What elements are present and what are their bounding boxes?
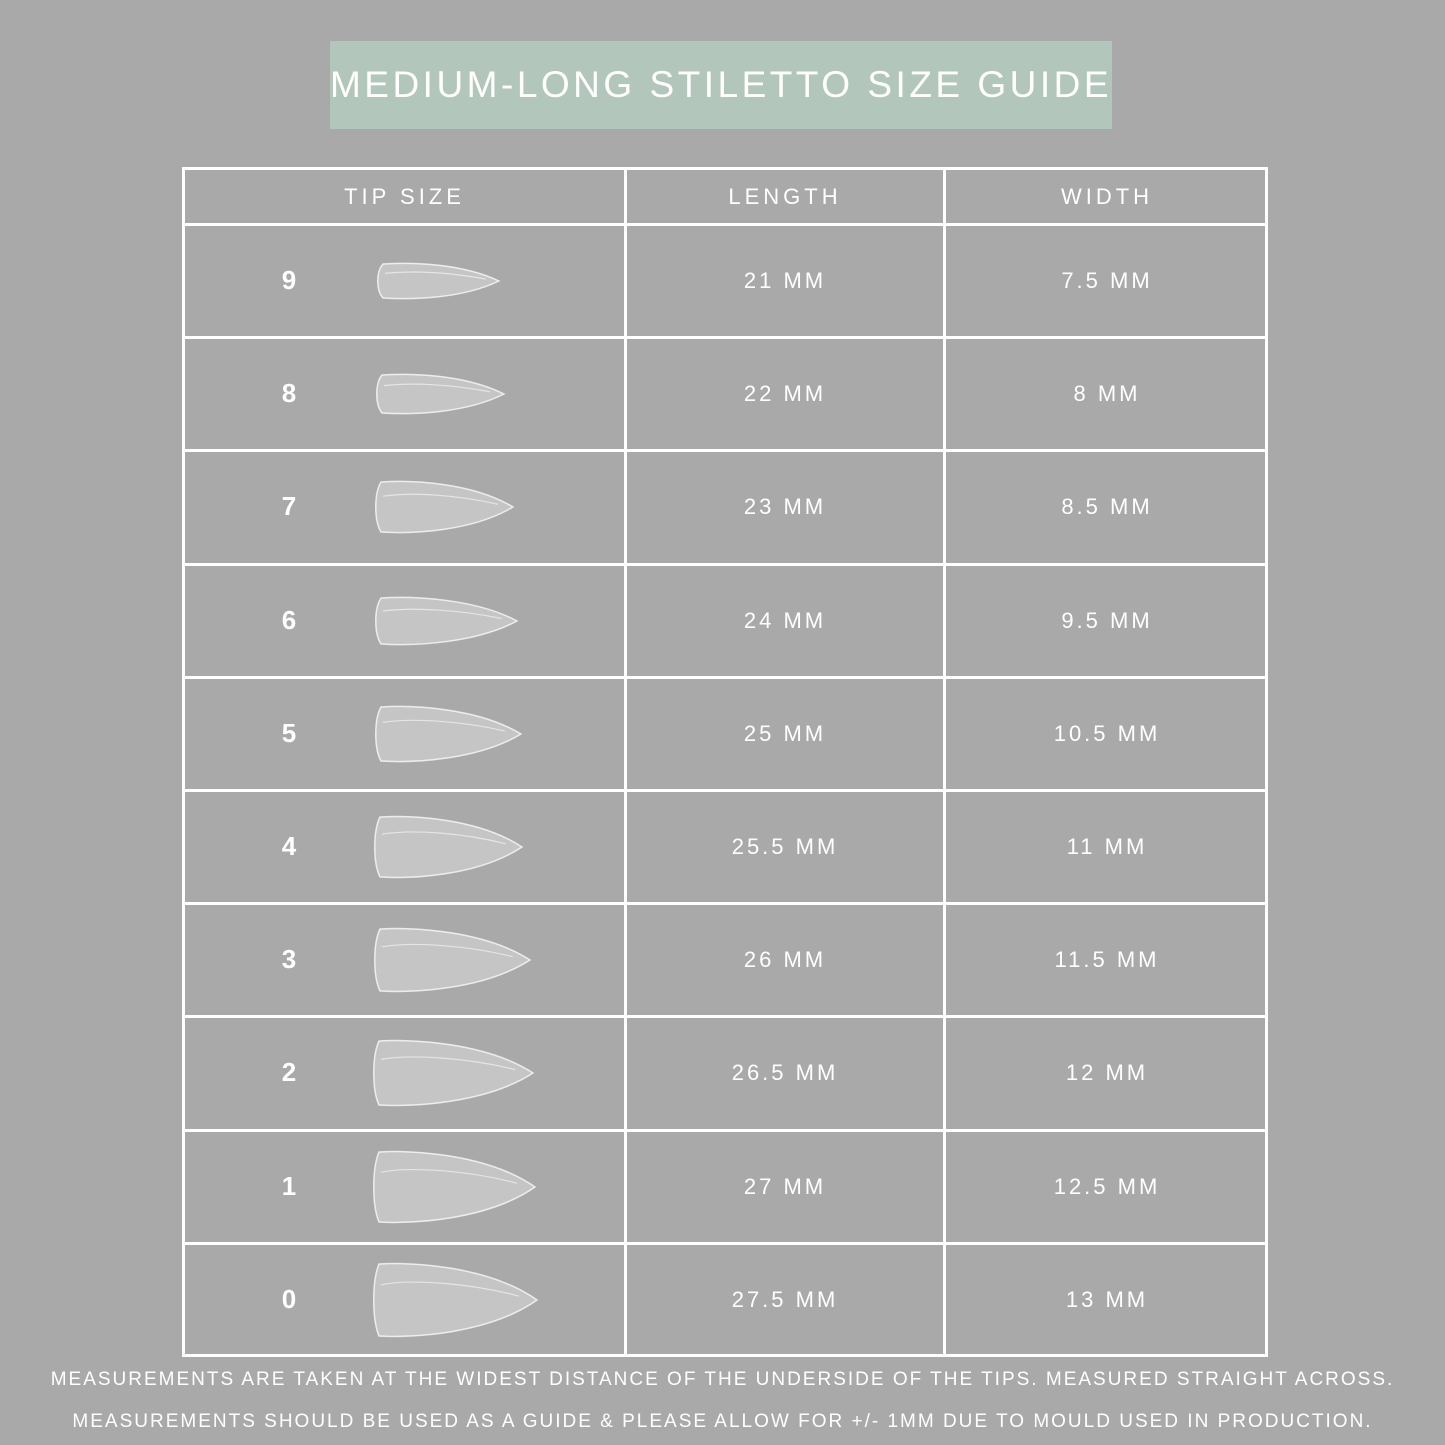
- header-width: WIDTH: [1060, 184, 1154, 209]
- stiletto-nail-tip-icon: [373, 596, 519, 646]
- width-value: 9.5 MM: [1061, 607, 1153, 633]
- stiletto-nail-tip-icon: [372, 927, 532, 993]
- width-value: 7.5 MM: [1061, 268, 1153, 294]
- tip-size-number: 9: [281, 265, 297, 296]
- length-value: 24 MM: [743, 607, 827, 633]
- header-length: LENGTH: [728, 184, 842, 209]
- table-row: [185, 1132, 1265, 1242]
- footer-note-1: MEASUREMENTS ARE TAKEN AT THE WIDEST DISTANCE OF THE UNDERSIDE OF THE TIPS. MEASURED STRAIGHT ACROSS.: [50, 1369, 1395, 1390]
- tip-size-number: 4: [281, 831, 297, 862]
- width-value: 11.5 MM: [1054, 947, 1160, 973]
- width-value: 13 MM: [1065, 1286, 1149, 1312]
- tip-size-number: 3: [281, 944, 297, 975]
- table-row: [185, 905, 1265, 1015]
- tip-size-number: 6: [281, 604, 297, 635]
- stiletto-nail-tip-icon: [375, 262, 501, 300]
- stiletto-nail-tip-icon: [371, 1039, 535, 1107]
- table-row: [185, 339, 1265, 449]
- length-value: 22 MM: [743, 381, 827, 407]
- length-value: 23 MM: [743, 494, 827, 520]
- size-table: [182, 167, 1268, 1357]
- width-value: 12.5 MM: [1053, 1173, 1161, 1199]
- footer-note-2: MEASUREMENTS SHOULD BE USED AS A GUIDE & PLEASE ALLOW FOR +/- 1MM DUE TO MOULD USED IN PRODUCTION.: [72, 1411, 1373, 1432]
- tip-size-number: 8: [281, 378, 297, 409]
- length-value: 27 MM: [743, 1173, 827, 1199]
- width-value: 11 MM: [1066, 834, 1148, 860]
- width-value: 8 MM: [1073, 381, 1141, 407]
- table-row: [185, 452, 1265, 562]
- table-row: [185, 679, 1265, 789]
- page-title: MEDIUM-LONG STILETTO SIZE GUIDE: [329, 64, 1113, 105]
- table-row: [185, 566, 1265, 676]
- table-row: [185, 1245, 1265, 1355]
- stiletto-nail-tip-icon: [373, 480, 515, 534]
- length-value: 27.5 MM: [731, 1286, 839, 1312]
- stiletto-nail-tip-icon: [372, 815, 524, 879]
- tip-size-number: 7: [281, 491, 297, 522]
- header-tip-size: TIP SIZE: [344, 184, 465, 209]
- tip-size-number: 1: [281, 1170, 297, 1201]
- title-banner: [330, 41, 1112, 129]
- table-row: [185, 792, 1265, 902]
- tip-size-number: 2: [281, 1057, 297, 1088]
- table-row: [185, 1018, 1265, 1128]
- stiletto-nail-tip-icon: [373, 705, 523, 763]
- length-value: 21 MM: [743, 268, 827, 294]
- table-row: [185, 226, 1265, 336]
- width-value: 10.5 MM: [1053, 720, 1161, 746]
- stiletto-nail-tip-icon: [371, 1262, 539, 1338]
- tip-size-number: 5: [281, 717, 297, 748]
- length-value: 25.5 MM: [731, 834, 839, 860]
- tip-size-number: 0: [281, 1283, 297, 1314]
- length-value: 25 MM: [743, 720, 827, 746]
- length-value: 26.5 MM: [731, 1060, 839, 1086]
- length-value: 26 MM: [743, 947, 827, 973]
- stiletto-nail-tip-icon: [371, 1150, 537, 1224]
- stiletto-nail-tip-icon: [374, 373, 506, 415]
- width-value: 8.5 MM: [1061, 494, 1153, 520]
- width-value: 12 MM: [1065, 1060, 1149, 1086]
